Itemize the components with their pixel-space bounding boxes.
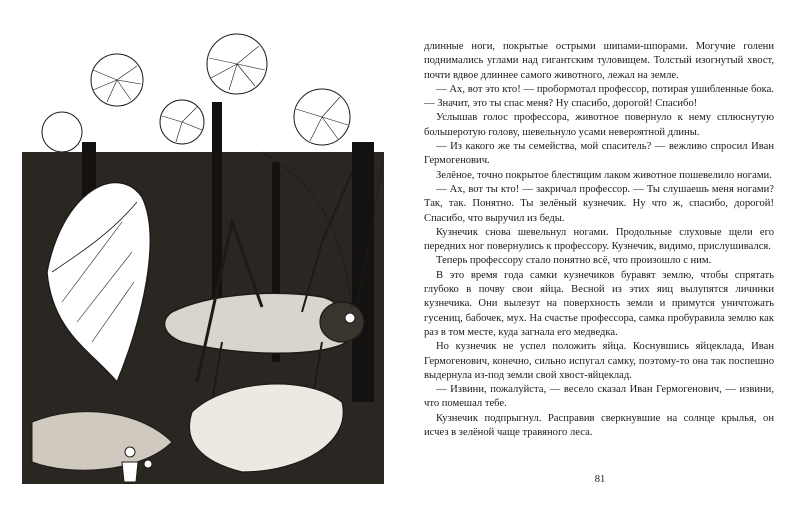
paragraph: Теперь профессору стало понятно всё, что произошло с ним.	[436, 255, 712, 267]
paragraph: Зелёное, точно покрытое блестящим лаком животное пошевелило ногами.	[436, 169, 772, 181]
paragraph: Кузнечик снова шевельнул ногами. Продольные слуховые щели его передних ног повернулись к профессору. Кузнечик, видимо, прислушивался.	[424, 226, 774, 253]
paragraph: Но кузнечик не успел положить яйца. Коснувшись яйцеклада, Иван Гермогенович, конечно, сильно испугал самку, поэтому-то она так поспешно выдернула из-под земли свой хвост-яйцеклад.	[424, 341, 774, 381]
page-text	[424, 40, 774, 440]
grasshopper-illustration	[22, 22, 384, 484]
paragraph: — Извини, пожалуйста, — весело сказал Иван Гермогенович, — извини, что помешал тебе.	[424, 384, 774, 410]
paragraph: Кузнечик подпрыгнул. Расправив сверкнувшие на солнце крылья, он исчез в зелёной чаще травяного леса.	[424, 412, 774, 439]
paragraph: Услышав голос профессора, животное повернуло к нему сплюснутую большеротую голову, шевельнуло усами невероятной длины.	[424, 112, 774, 138]
paragraph: В это время года самки кузнечиков буравят землю, чтобы спрятать глубоко в почву свои яйца. Весной из этих яиц вылупятся личинки кузнечика. Они вылезут на поверхность земли и примутся уничтожать гусениц, бабочек, мух. На счастье профессора, самка пробуравила землю как раз в том месте, куда загнала его медведка.	[424, 269, 774, 338]
paragraph: — Из какого же ты семейства, мой спаситель? — вежливо спросил Иван Гермогенович.	[424, 141, 774, 167]
page-number: 81	[594, 474, 606, 485]
ink-drawing	[22, 22, 384, 484]
paragraph: длинные ноги, покрытые острыми шипами-шпорами. Могучие голени поднимались углами над гигантским туловищем. Толстый изогнутый хвост, почти вдвое длиннее самого животного, лежал на земле.	[424, 41, 774, 81]
paragraph: — Ах, вот ты кто! — закричал профессор. — Ты слушаешь меня ногами? Так, так. Понятно. Ты зелёный кузнечик. Ну что ж, спасибо, дорогой! Спасибо, что выручил из беды.	[424, 183, 774, 224]
paragraph: — Ах, вот это кто! — пробормотал профессор, потирая ушибленные бока. — Значит, это ты спас меня? Ну спасибо, дорогой! Спасибо!	[424, 83, 774, 110]
